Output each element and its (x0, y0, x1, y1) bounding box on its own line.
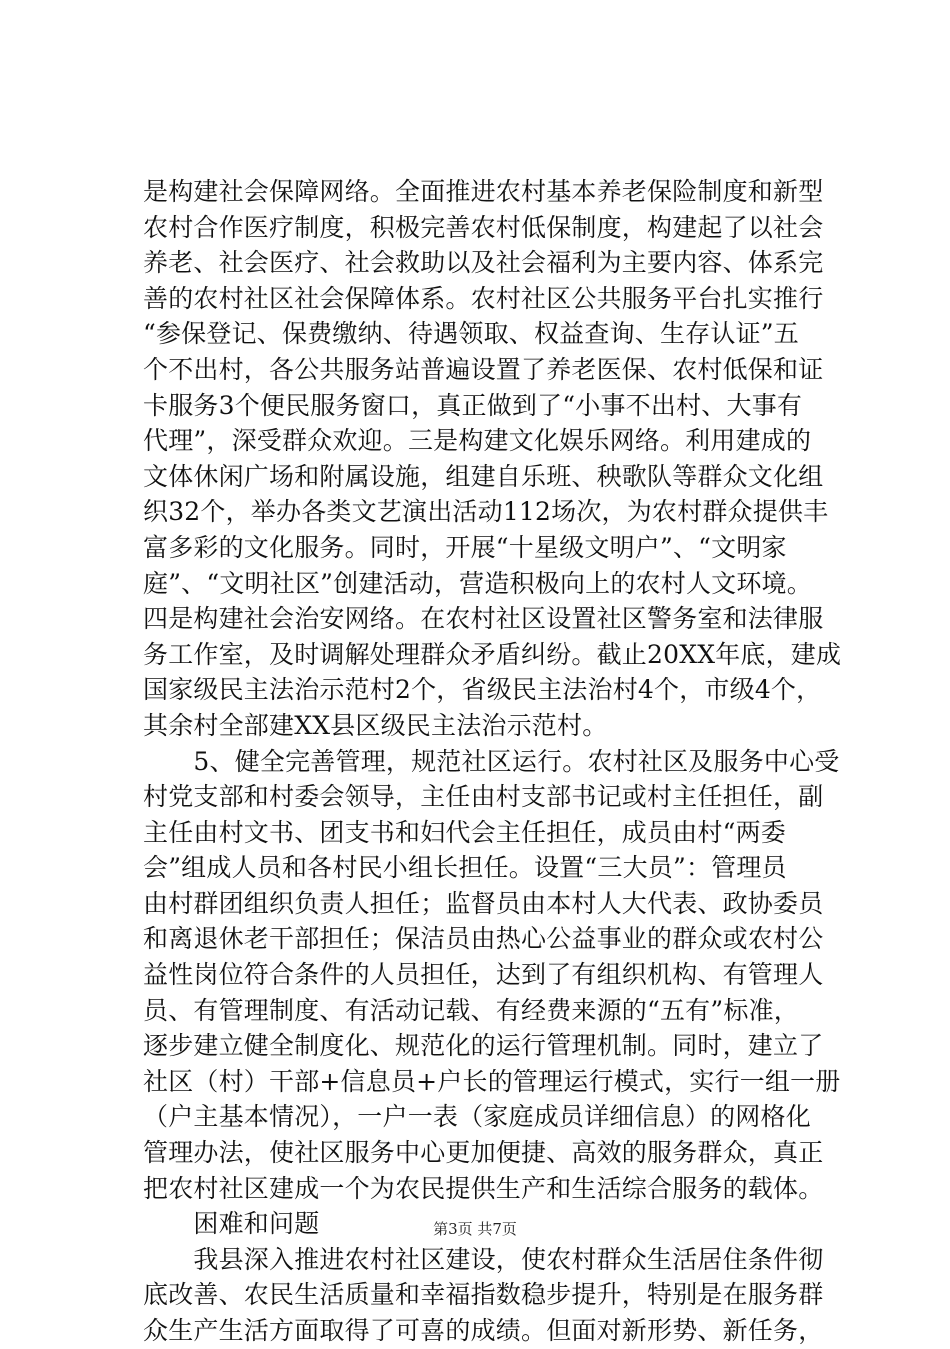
text-line: 众生产生活方面取得了可喜的成绩。但面对新形势、新任务， (143, 1316, 824, 1345)
text-line: 管理办法，使社区服务中心更加便捷、高效的服务群众，真正 (143, 1138, 824, 1168)
text-line: 社区（村）干部+信息员+户长的管理运行模式，实行一组一册 (143, 1066, 841, 1096)
text-line: 国家级民主法治示范村2个，省级民主法治村4个，市级4个， (143, 675, 822, 705)
text-line: 主任由村文书、团支书和妇代会主任担任，成员由村“两委 (143, 817, 786, 847)
text-line: 其余村全部建XX县区级民主法治示范村。 (143, 710, 608, 740)
text-line: 是构建社会保障网络。全面推进农村基本养老保险制度和新型 (143, 177, 824, 206)
text-line: 和离退休老干部担任；保洁员由热心公益事业的群众或农村公 (143, 924, 824, 954)
text-line: 我县深入推进农村社区建设，使农村群众生活居住条件彻 (143, 1244, 824, 1274)
text-line: 四是构建社会治安网络。在农村社区设置社区警务室和法律服 (143, 604, 824, 634)
text-line: 富多彩的文化服务。同时，开展“十星级文明户”、“文明家 (143, 532, 787, 562)
text-line: 织32个，举办各类文艺演出活动112场次，为农村群众提供丰 (143, 497, 829, 527)
text-line: 农村合作医疗制度，积极完善农村低保制度，构建起了以社会 (143, 212, 824, 242)
text-line: 文体休闲广场和附属设施，组建自乐班、秧歌队等群众文化组 (143, 461, 824, 491)
text-line: 代理”，深受群众欢迎。三是构建文化娱乐网络。利用建成的 (143, 426, 812, 456)
text-line: 务工作室，及时调解处理群众矛盾纠纷。截止20XX年底，建成 (143, 639, 842, 669)
text-line: 益性岗位符合条件的人员担任，达到了有组织机构、有管理人 (143, 960, 824, 990)
text-line: 5、健全完善管理，规范社区运行。农村社区及服务中心受 (143, 746, 840, 776)
text-line: 会”组成人员和各村民小组长担任。设置“三大员”：管理员 (143, 853, 787, 883)
text-line: 善的农村社区社会保障体系。农村社区公共服务平台扎实推行 (143, 283, 824, 313)
text-line: 困难和问题 (143, 1209, 320, 1239)
text-line: （户主基本情况），一户一表（家庭成员详细信息）的网格化 (143, 1102, 811, 1132)
text-line: 由村群团组织负责人担任；监督员由本村人大代表、政协委员 (143, 888, 824, 918)
text-line: 逐步建立健全制度化、规范化的运行管理机制。同时，建立了 (143, 1031, 824, 1061)
text-line: 村党支部和村委会领导，主任由村支部书记或村主任担任，副 (143, 782, 824, 812)
text-line: 卡服务3个便民服务窗口，真正做到了“小事不出村、大事有 (143, 390, 803, 420)
text-line: “参保登记、保费缴纳、待遇领取、权益查询、生存认证”五 (143, 319, 799, 349)
text-line: 员、有管理制度、有活动记载、有经费来源的“五有”标准， (143, 995, 799, 1025)
text-line: 个不出村，各公共服务站普遍设置了养老医保、农村低保和证 (143, 354, 824, 384)
page-footer: 第3页 共7页 (433, 1220, 517, 1238)
text-line: 把农村社区建成一个为农民提供生产和生活综合服务的载体。 (143, 1173, 824, 1203)
text-line: 养老、社会医疗、社会救助以及社会福利为主要内容、体系完 (143, 248, 824, 278)
body-text (143, 174, 843, 1349)
text-line: 庭”、“文明社区”创建活动，营造积极向上的农村人文环境。 (143, 568, 812, 598)
text-line: 底改善、农民生活质量和幸福指数稳步提升，特别是在服务群 (143, 1280, 824, 1310)
